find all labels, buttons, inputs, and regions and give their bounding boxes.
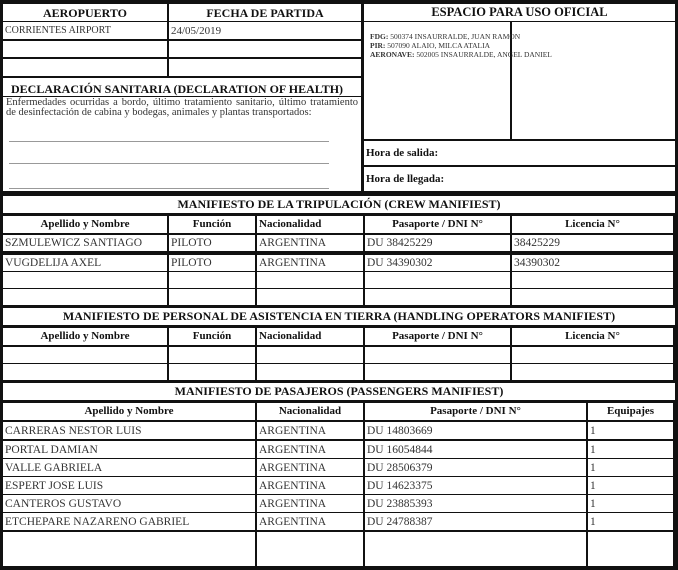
pax-column-header: Pasaporte / DNI N° [365, 403, 586, 420]
crew-table-cell[interactable]: SZMULEWICZ SANTIAGO [3, 235, 167, 251]
pax-table-cell[interactable]: DU 24788387 [365, 513, 586, 530]
pax-table-cell[interactable]: ARGENTINA [257, 477, 363, 494]
pax-table-cell[interactable]: DU 23885393 [365, 495, 586, 512]
crew-column-header: Función [169, 216, 255, 233]
pax-column-header: Nacionalidad [257, 403, 363, 420]
airport-empty-1[interactable] [3, 41, 167, 57]
official-line-label: AERONAVE: [370, 50, 415, 59]
crew-column-header: Pasaporte / DNI N° [365, 216, 510, 233]
crew-column-header: Apellido y Nombre [3, 216, 167, 233]
pax-column-header: Apellido y Nombre [3, 403, 255, 420]
crew-table-cell[interactable] [512, 289, 673, 305]
date-empty-2[interactable] [169, 59, 361, 76]
crew-column-header: Nacionalidad [257, 216, 363, 233]
official-line-aircraft [370, 50, 552, 59]
pax-table-cell[interactable] [365, 549, 586, 566]
handling-table-cell[interactable] [365, 347, 510, 363]
handling-table-cell[interactable] [257, 347, 363, 363]
crew-table-cell[interactable]: 38425229 [512, 235, 673, 251]
crew-table-cell[interactable]: VUGDELIJA AXEL [3, 255, 167, 271]
pax-table-cell[interactable]: CANTEROS GUSTAVO [3, 495, 255, 512]
crew-column-header: Licencia N° [512, 216, 673, 233]
handling-column-header: Licencia N° [512, 328, 673, 345]
pax-table-cell[interactable]: 1 [588, 495, 673, 512]
pax-table-cell[interactable]: DU 28506379 [365, 459, 586, 476]
departure-time-field[interactable] [364, 141, 675, 165]
official-line-label: FDG: [370, 32, 389, 41]
official-line-pir [370, 41, 552, 50]
official-line-fdg [370, 32, 552, 41]
passenger-manifest-title: MANIFIESTO DE PASAJEROS (PASSENGERS MANIFIEST) [3, 383, 675, 400]
pax-table-cell[interactable] [588, 532, 673, 549]
pax-table-cell[interactable] [257, 549, 363, 566]
date-header: FECHA DE PARTIDA [169, 4, 361, 21]
crew-table-cell[interactable] [365, 289, 510, 305]
crew-table-cell[interactable]: 34390302 [512, 255, 673, 271]
pax-column-header: Equipajes [588, 403, 673, 420]
pax-table-cell[interactable] [3, 549, 255, 566]
date-empty-1[interactable] [169, 41, 361, 57]
arrival-time-field[interactable] [364, 167, 675, 191]
pax-table-cell[interactable]: 1 [588, 513, 673, 530]
pax-table-cell[interactable]: ARGENTINA [257, 459, 363, 476]
pax-table-cell[interactable]: 1 [588, 441, 673, 458]
official-use-area [364, 22, 675, 139]
handling-column-header: Función [169, 328, 255, 345]
health-line-2[interactable] [9, 163, 329, 164]
official-line-label: PIR: [370, 41, 386, 50]
crew-table-cell[interactable] [3, 289, 167, 305]
pax-table-cell[interactable]: DU 14623375 [365, 477, 586, 494]
pax-table-cell[interactable]: DU 16054844 [365, 441, 586, 458]
health-declaration [3, 78, 361, 191]
handling-column-header: Nacionalidad [257, 328, 363, 345]
crew-table-cell[interactable]: DU 34390302 [365, 255, 510, 271]
pax-table-cell[interactable]: ARGENTINA [257, 441, 363, 458]
official-line-value: 500374 INSAURRALDE, JUAN RAMON [388, 32, 521, 41]
pax-table-cell[interactable]: VALLE GABRIELA [3, 459, 255, 476]
handling-table-cell[interactable] [169, 347, 255, 363]
pax-table-cell[interactable]: CARRERAS NESTOR LUIS [3, 422, 255, 439]
pax-table-cell[interactable]: ARGENTINA [257, 495, 363, 512]
handling-table-cell[interactable] [169, 364, 255, 380]
departure-time-label: Hora de salida: [366, 147, 439, 159]
crew-table-cell[interactable] [365, 272, 510, 288]
pax-table-cell[interactable]: ARGENTINA [257, 422, 363, 439]
pax-table-cell[interactable] [365, 532, 586, 549]
crew-table-cell[interactable]: PILOTO [169, 255, 255, 271]
crew-table-cell[interactable] [512, 272, 673, 288]
handling-column-header: Apellido y Nombre [3, 328, 167, 345]
pax-table-cell[interactable]: 1 [588, 477, 673, 494]
crew-table-cell[interactable] [3, 272, 167, 288]
pax-table-cell[interactable]: ESPERT JOSE LUIS [3, 477, 255, 494]
handling-table-cell[interactable] [512, 347, 673, 363]
health-line-1[interactable] [9, 141, 329, 142]
official-use-header: ESPACIO PARA USO OFICIAL [364, 4, 675, 21]
handling-table-cell[interactable] [3, 364, 167, 380]
pax-table-cell[interactable]: ETCHEPARE NAZARENO GABRIEL [3, 513, 255, 530]
arrival-time-label: Hora de llegada: [366, 173, 445, 185]
pax-table-cell[interactable] [588, 549, 673, 566]
airport-empty-2[interactable] [3, 59, 167, 76]
pax-table-cell[interactable]: DU 14803669 [365, 422, 586, 439]
crew-table-cell[interactable]: ARGENTINA [257, 255, 363, 271]
handling-table-cell[interactable] [3, 347, 167, 363]
pax-table-cell[interactable] [257, 532, 363, 549]
date-value[interactable]: 24/05/2019 [169, 22, 361, 39]
airport-value[interactable]: CORRIENTES AIRPORT [3, 22, 167, 39]
official-line-value: 502005 INSAURRALDE, ANGEL DANIEL [414, 50, 552, 59]
official-notes [370, 32, 552, 59]
pax-table-cell[interactable]: PORTAL DAMIAN [3, 441, 255, 458]
crew-table-cell[interactable] [257, 289, 363, 305]
crew-table-cell[interactable]: DU 38425229 [365, 235, 510, 251]
handling-table-cell[interactable] [512, 364, 673, 380]
health-description: Enfermedades ocurridas a bordo, último tratamiento sanitario, último tratamiento de desinfectación de cabina y bodegas, animales y plantas transportados: [6, 97, 358, 118]
crew-table-cell[interactable] [169, 272, 255, 288]
pax-table-cell[interactable]: 1 [588, 459, 673, 476]
crew-manifest-title: MANIFIESTO DE LA TRIPULACIÓN (CREW MANIFIEST) [3, 196, 675, 213]
handling-column-header: Pasaporte / DNI N° [365, 328, 510, 345]
pax-table-cell[interactable]: ARGENTINA [257, 513, 363, 530]
official-line-value: 507090 ALAIO, MILCA ATALIA [385, 41, 491, 50]
handling-table-cell[interactable] [365, 364, 510, 380]
pax-table-cell[interactable] [3, 532, 255, 549]
crew-table-cell[interactable] [169, 289, 255, 305]
crew-table-cell[interactable]: PILOTO [169, 235, 255, 251]
health-title: DECLARACIÓN SANITARIA (DECLARATION OF HEALTH) [11, 82, 344, 96]
crew-table-cell[interactable]: ARGENTINA [257, 235, 363, 251]
health-line-3[interactable] [9, 188, 329, 189]
crew-table-cell[interactable] [257, 272, 363, 288]
handling-manifest-title: MANIFIESTO DE PERSONAL DE ASISTENCIA EN TIERRA (HANDLING OPERATORS MANIFIEST) [3, 308, 675, 325]
pax-table-cell[interactable]: 1 [588, 422, 673, 439]
airport-header: AEROPUERTO [3, 4, 167, 21]
handling-table-cell[interactable] [257, 364, 363, 380]
